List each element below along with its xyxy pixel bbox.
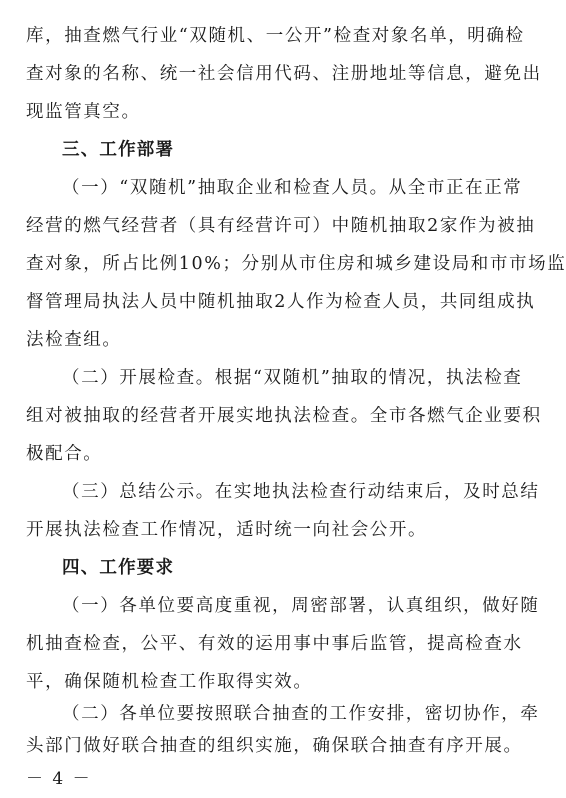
paragraph-line: 查对象，所占比例10%；分别从市住房和城乡建设局和市市场监: [26, 254, 566, 274]
paragraph-line: （二）各单位要按照联合抽查的工作安排，密切协作，牵: [62, 704, 540, 724]
paragraph-line: 极配合。: [26, 444, 103, 464]
paragraph-line: 库，抽查燃气行业“双随机、一公开”检查对象名单，明确检: [26, 26, 525, 46]
page-number: － 4 －: [26, 769, 92, 789]
paragraph-line: 头部门做好联合抽查的组织实施，确保联合抽查有序开展。: [26, 736, 523, 756]
section-heading-4: 四、工作要求: [62, 558, 175, 578]
paragraph-line: （二）开展检查。根据“双随机”抽取的情况，执法检查: [62, 368, 523, 388]
paragraph-line: （一）各单位要高度重视，周密部署，认真组织，做好随: [62, 596, 540, 616]
paragraph-line: 经营的燃气经营者（具有经营许可）中随机抽取2家作为被抽: [26, 216, 536, 236]
paragraph-line: 查对象的名称、统一社会信用代码、注册地址等信息，避免出: [26, 64, 542, 84]
paragraph-line: （一）“双随机”抽取企业和检查人员。从全市正在正常: [62, 178, 523, 198]
paragraph-line: 开展执法检查工作情况，适时统一向社会公开。: [26, 520, 428, 540]
paragraph-line: 机抽查检查，公平、有效的运用事中事后监管，提高检查水: [26, 634, 523, 654]
paragraph-line: 法检查组。: [26, 330, 122, 350]
paragraph-line: 组对被抽取的经营者开展实地执法检查。全市各燃气企业要积: [26, 406, 542, 426]
paragraph-line: 现监管真空。: [26, 102, 141, 122]
paragraph-line: 督管理局执法人员中随机抽取2人作为检查人员，共同组成执: [26, 292, 536, 312]
paragraph-line: 平，确保随机检查工作取得实效。: [26, 672, 313, 692]
section-heading-3: 三、工作部署: [62, 140, 175, 160]
paragraph-line: （三）总结公示。在实地执法检查行动结束后，及时总结: [62, 482, 540, 502]
